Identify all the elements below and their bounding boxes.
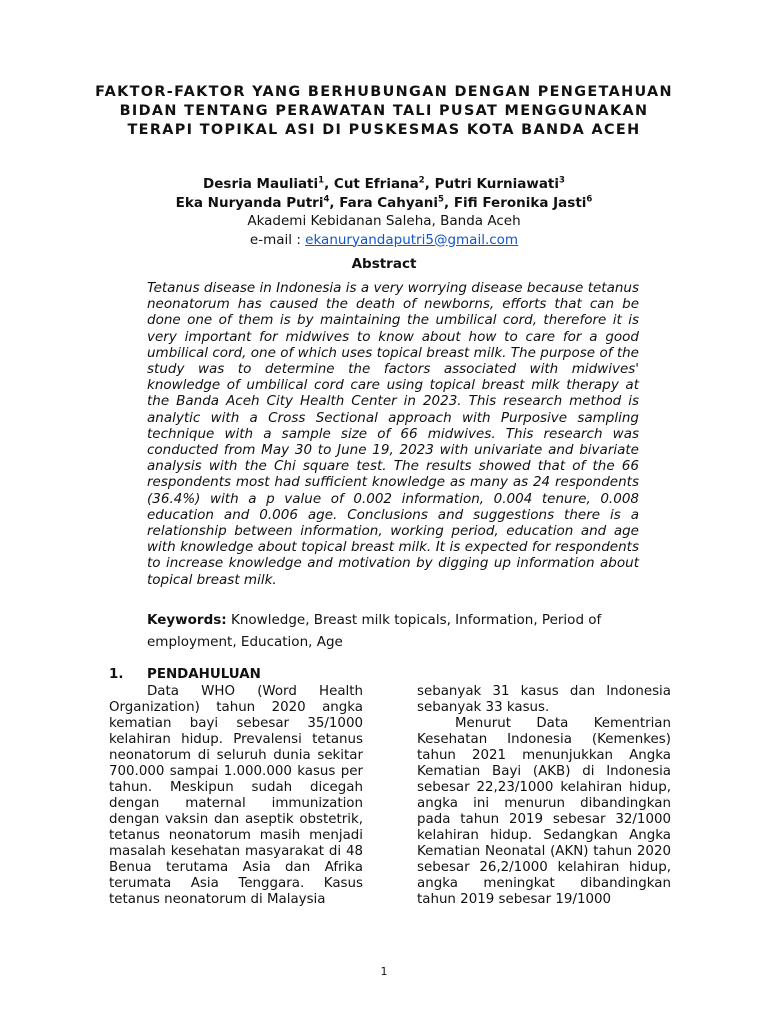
author-line-1 (100, 175, 668, 194)
author-affil-mark: 6 (586, 194, 593, 204)
body-paragraph: sebanyak 31 kasus dan Indonesia sebanyak 33 kasus. (417, 684, 671, 715)
keywords-label: Keywords: (147, 612, 227, 628)
author-affil-mark: 1 (318, 175, 325, 186)
abstract-text: Tetanus disease in Indonesia is a very worrying disease because tetanus neonatorum has caused the death of newborns, efforts that can be done one of them is by maintaining the umbilical cord, therefore it is very important for midwives to know about how to care for a good umbilical cord, one of which uses topical breast milk. The purpose of the study was to determine the factors associated with midwives' knowledge of umbilical cord care using topical breast milk therapy at the Banda Aceh City Health Center in 2023. This research method is analytic with a Cross Sectional approach with Purposive sampling technique with a sample size of 66 midwives. This research was conducted from May 30 to June 19, 2023 with univariate and bivariate analysis with the Chi square test. The results showed that of the 66 respondents most had sufficient knowledge as many as 24 respondents (36.4%) with a p value of 0.002 information, 0.004 tenure, 0.008 education and 0.006 age. Conclusions and suggestions there is a relationship between information, working period, education and age with knowledge about topical breast milk. It is expected for respondents to increase knowledge and motivation by digging up information about topical breast milk. (147, 280, 639, 588)
author-affil-mark: 2 (418, 175, 425, 186)
author-separator: , (424, 176, 435, 192)
author-separator: , (324, 176, 334, 192)
left-column (109, 667, 363, 908)
author-affil-mark: 5 (438, 194, 444, 204)
paper-title: FAKTOR-FAKTOR YANG BERHUBUNGAN DENGAN PENGETAHUAN BIDAN TENTANG PERAWATAN TALI PUSAT MENGGUNAKAN TERAPI TOPIKAL ASI DI PUSKESMAS KOTA BANDA ACEH (95, 84, 673, 138)
affiliation: Akademi Kebidanan Saleha, Banda Aceh (247, 213, 521, 229)
author-affil-mark: 4 (323, 194, 330, 204)
keywords-block (147, 609, 647, 653)
section-heading (109, 667, 363, 683)
keywords-text: Knowledge, Breast milk topicals, Information, Period of employment, Education, Age (147, 612, 602, 650)
section-title: PENDAHULUAN (147, 667, 261, 682)
author-name: Desria Mauliati (203, 176, 319, 192)
page-number: 1 (380, 965, 388, 978)
right-column (417, 684, 671, 908)
author-separator: , (329, 194, 340, 211)
abstract-heading: Abstract (351, 256, 417, 272)
email-label: e-mail : (249, 231, 306, 248)
author-line-2 (100, 194, 668, 213)
author-affil-mark: 3 (559, 175, 565, 186)
author-name: Cut Efriana (333, 176, 419, 192)
body-paragraph: Menurut Data Kementrian Kesehatan Indonesia (Kemenkes) tahun 2021 menunjukkan Angka Kematian Bayi (AKB) di Indonesia sebesar 22,23/1000 kelahiran hidup, angka ini menurun dibandingkan pada tahun 2019 sebesar 32/1000 kelahiran hidup. Sedangkan Angka Kematian Neonatal (AKN) tahun 2020 sebesar 26,2/1000 kelahiran hidup, angka meningkat dibandingkan tahun 2019 sebesar 19/1000 (417, 716, 671, 907)
body-paragraph: Data WHO (Word Health Organization) tahun 2020 angka kematian bayi sebesar 35/1000 kelahiran hidup. Prevalensi tetanus neonatorum di seluruh dunia sekitar 700.000 sampai 1.000.000 kasus per tahun. Meskipun sudah dicegah dengan maternal immunization dengan vaksin dan aseptik obstetrik, tetanus neonatorum masih menjadi masalah kesehatan masyarakat di 48 Benua terutama Asia dan Afrika terumata Asia Tenggara. Kasus tetanus neonatorum di Malaysia (109, 684, 363, 907)
author-separator: , (443, 194, 454, 211)
email-line (100, 231, 668, 250)
author-block (100, 175, 668, 249)
author-name: Fara Cahyani (339, 194, 439, 211)
section-number: 1. (109, 667, 124, 682)
author-name: Putri Kurniawati (434, 176, 560, 192)
author-name: Eka Nuryanda Putri (175, 194, 324, 211)
author-name: Fifi Feronika Jasti (453, 194, 587, 211)
email-link[interactable]: ekanuryandaputri5@gmail.com (305, 231, 519, 248)
